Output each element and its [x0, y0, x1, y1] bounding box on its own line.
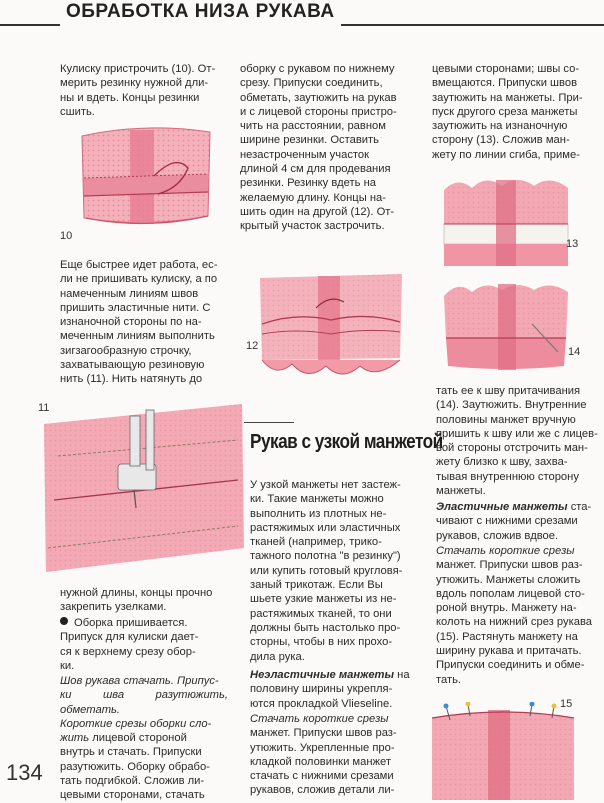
figure-12-ruffle-sleeve [256, 268, 406, 388]
figure-12-number: 12 [246, 340, 259, 352]
figure-15-cuff-pinned [428, 702, 578, 800]
header-rule-left [0, 0, 60, 26]
bullet-icon [60, 617, 68, 625]
col1-paragraph-5: Шов рукава стачать. Припус- ки шва разутюжить, обметать. Короткие срезы оборки сло- жить лицевой стороной внутрь и стачать. Припуски разутюжить. Оборку обрабо- тать подгибкой. Сложив ли- цевыми сторонами, стачать [60, 675, 228, 802]
page-header [0, 0, 604, 26]
section-title: Рукав с узкой манжетой [250, 431, 443, 453]
col1-bullet-item: Оборка пришивается. Припуск для кулиски дает- ся к верхнему срезу обор- ки. [60, 617, 199, 672]
col1-paragraph-3: нужной длины, концы прочно закрепить узелками. [60, 587, 213, 614]
col2-paragraph-1: оборку с рукавом по нижнему срезу. Припуски соединить, обметать, заутюжить на рукав и с лицевой стороны пристро- чить на расстоянии, равном ширине резинки. Оставить незастроченным участок длиной 4 см для продевания резинки. Резинку вдеть на желаемую длину. Концы на- шить один на другой (12). От- крытый участок застрочить. [240, 63, 397, 233]
figure-11-zigzag-elastic [38, 398, 248, 576]
col1-paragraph-1: Кулиску пристрочить (10). От- мерить резинку нужной дли- ны и вдеть. Концы резинки сшить. [60, 63, 216, 118]
section-rule [244, 422, 294, 423]
header-rule-right [341, 0, 604, 26]
col3-paragraph-1: цевыми сторонами; швы со- вмещаются. Припуски швов заутюжить на манжеты. При- пуск другого среза манжеты заутюжить на изнаночную сторону (13). Сложив ман- жету по линии сгиба, приме- [432, 63, 583, 161]
col2-paragraph-3: Неэластичные манжеты на половину ширины укрепля- ются прокладкой Vlieseline. [250, 669, 410, 710]
figure-10-number: 10 [60, 230, 73, 242]
figure-13-number: 13 [566, 238, 579, 250]
col2-paragraph-2: У узкой манжеты нет застеж- ки. Такие манжеты можно выполнить из плотных не- растяжимых или эластичных тканей (например, трико- тажного полотна "в резинку") или купить готовый кругловя- заный трикотаж. Если Вы шьете узкие манжеты из не- растяжимых тканей, то они должны быть настолько про- сторны, чтобы в них прохо- дила рука. [250, 479, 403, 663]
figure-14-cuff-folded [436, 276, 576, 376]
col3-paragraph-3: Эластичные манжеты ста- чивают с нижними срезами рукавов, сложив вдвое. [436, 501, 592, 542]
figure-11-number: 11 [38, 402, 50, 414]
col3-paragraph-2: тать ее к шву притачивания (14). Заутюжить. Внутренние половины манжет вручную пришить к шву или же с лицев- вой стороны отстрочить ман- жету близко к шву, захва- тывая внутреннюю сторону манжеты. [436, 385, 598, 498]
figure-15-number: 15 [560, 698, 573, 710]
col2-paragraph-4: Стачать короткие срезы манжет. Припуски швов раз- утюжить. Укрепленные про- кладкой половинки манжет стачать с нижними срезами рукавов, сложив детали ли- [250, 713, 397, 797]
figure-13-cuff-attached [436, 170, 579, 270]
page-title: ОБРАБОТКА НИЗА РУКАВА [66, 1, 335, 22]
col3-paragraph-4: Стачать короткие срезы манжет. Припуски швов раз- утюжить. Манжеты сложить вдоль пополам лицевой сто- роной внутрь. Манжету на- колоть на нижний срез рукава (15). Растянуть манжету на ширину рукава и притачать. Припуски соединить и обме- тать. [436, 545, 593, 686]
figure-10-sleeve-casing [76, 118, 216, 236]
figure-14-number: 14 [568, 346, 581, 358]
col1-paragraph-2: Еще быстрее идет работа, ес- ли не пришивать кулиску, а по намеченным линиям швов пришить эластичные нити. С изнаночной стороны по на- меченным линиям выполнить зигзагообразную строчку, захватывающую резиновую нить (11). Нить натянуть до [60, 259, 218, 386]
page-number: 134 [6, 760, 43, 785]
